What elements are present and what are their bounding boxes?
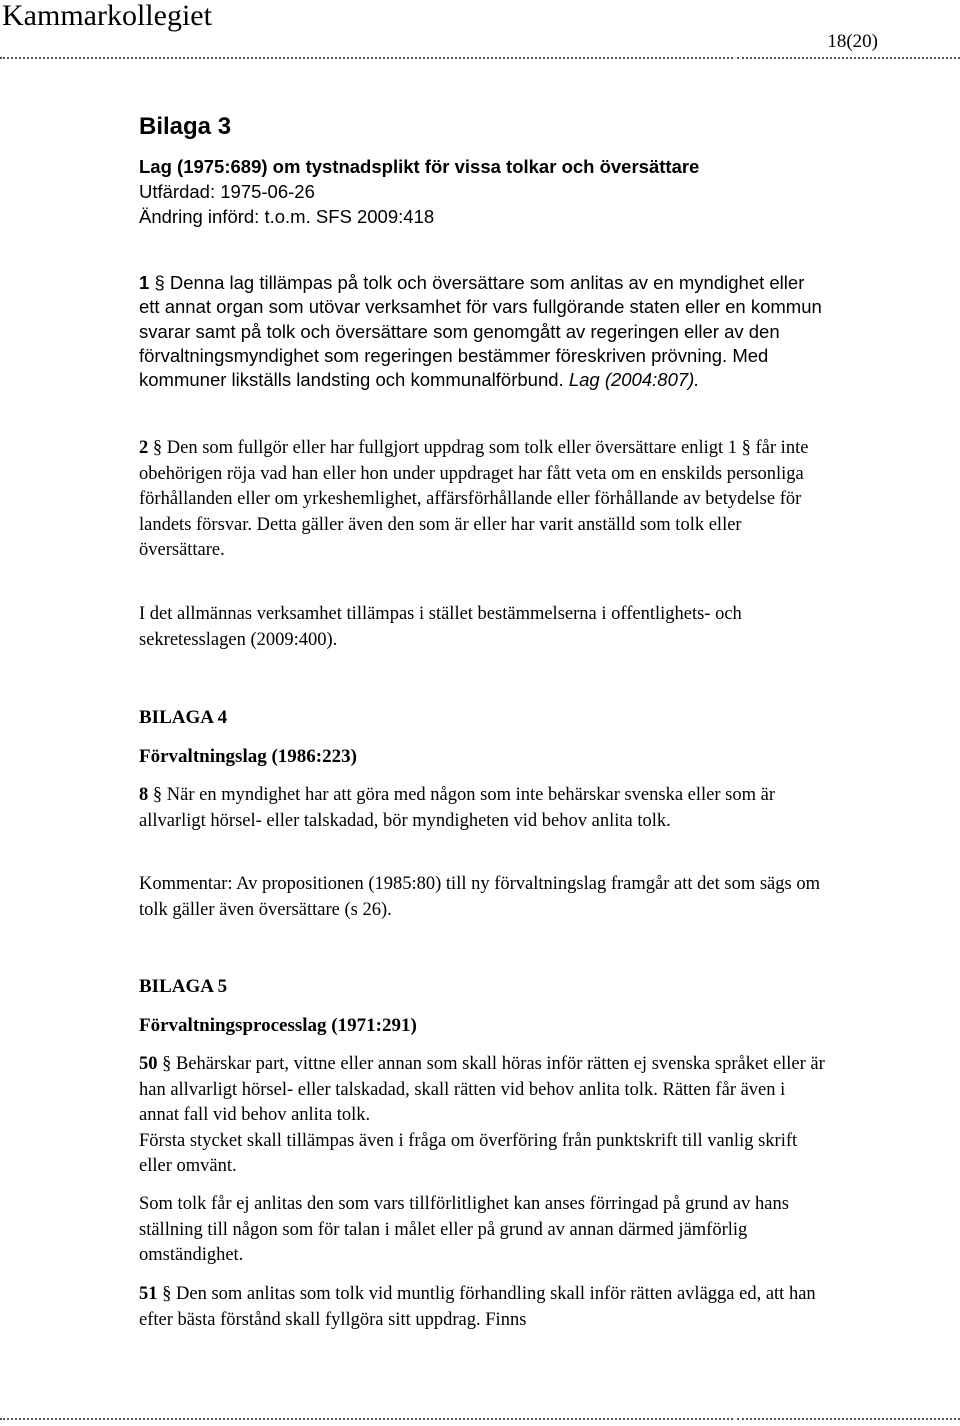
- header-title: Kammarkollegiet: [2, 0, 212, 32]
- section-number: 51: [139, 1284, 158, 1304]
- bilaga4-comment: Kommentar: Av propositionen (1985:80) till ny förvaltningslag framgår att det som sägs om tolk gäller även översättare (s 26).: [139, 874, 820, 920]
- page-number: 18(20): [827, 31, 878, 52]
- section-number: 50: [139, 1054, 158, 1074]
- bilaga4-law-title: Förvaltningslag (1986:223): [139, 746, 357, 767]
- section-text-continued: får inte obehörigen röja vad han eller hon under uppdraget har fått veta om en enskilds personliga förhållanden eller om yrkeshemlighet, affärsförhållande eller förhållande av betydelse för landets försvar. Detta gäller även den som är eller har varit anställd som tolk eller översättare.: [139, 438, 809, 560]
- section-text-continued: Första stycket skall tillämpas även i fråga om överföring från punktskrift till vanlig skrift eller omvänt.: [139, 1130, 798, 1176]
- bilaga3-note: I det allmännas verksamhet tillämpas i stället bestämmelserna i offentlighets- och sekretesslagen (2009:400).: [139, 604, 742, 650]
- bilaga3-amended: Ändring införd: t.o.m. SFS 2009:418: [139, 206, 435, 227]
- section-text: Den som anlitas som tolk vid muntlig förhandling skall inför rätten avlägga ed, att han efter bästa förstånd skall fyllgöra sitt uppdrag. Finns: [139, 1284, 816, 1330]
- section-text: Denna lag tillämpas på tolk och översättare som anlitas av en myndighet eller ett annat organ som utövar verksamhet för vars fullgörande staten eller en kommun svarar samt på tolk och översättare som genomgått av regeringen eller av den förvaltningsmyndighet som regeringen bestämmer föreskriven prövning.: [139, 272, 822, 366]
- section-symbol: §: [162, 1284, 172, 1304]
- section-symbol: §: [152, 785, 163, 805]
- bilaga5-heading: BILAGA 5: [139, 976, 228, 997]
- bilaga4-section-8: [139, 783, 829, 834]
- bilaga5-section-51: [139, 1282, 829, 1333]
- section-text: Behärskar part, vittne eller annan som skall höras inför rätten ej svenska språket eller är han allvarligt hörsel- eller talskadad, skall rätten vid behov anlita tolk. Rätten får även i annat fall vid behov anlita tolk.: [139, 1054, 825, 1125]
- section-symbol: §: [152, 438, 163, 458]
- bilaga4-heading: BILAGA 4: [139, 707, 228, 728]
- footer-divider-right: [737, 1418, 960, 1420]
- section-number: 8: [139, 785, 149, 805]
- bilaga5-law-title: Förvaltningsprocesslag (1971:291): [139, 1015, 417, 1036]
- section-reference: Lag (2004:807).: [568, 369, 700, 391]
- section-text-continued: Med kommuner likställs landsting och kommunalförbund.: [139, 344, 769, 391]
- section-text: När en myndighet har att göra med någon som inte behärskar svenska eller som är allvarligt hörsel- eller talskadad, bör myndigheten vid behov anlita tolk.: [139, 785, 776, 831]
- bilaga5-section-50: [139, 1052, 829, 1180]
- footer-divider: [0, 1418, 733, 1420]
- section-symbol: §: [154, 272, 165, 293]
- bilaga3-issued: Utfärdad: 1975-06-26: [139, 181, 315, 202]
- bilaga3-heading: Bilaga 3: [139, 113, 232, 140]
- section-text: Den som fullgör eller har fullgjort uppdrag som tolk eller översättare enligt 1: [166, 438, 738, 458]
- section-symbol: §: [162, 1054, 172, 1074]
- section-symbol: §: [741, 438, 751, 458]
- header-divider: [0, 57, 733, 59]
- bilaga3-section-2: [139, 436, 829, 564]
- section-number: 2: [139, 438, 149, 458]
- bilaga3-meta: [139, 154, 829, 229]
- section-number: 1: [139, 272, 150, 293]
- bilaga5-section-50-paragraph: Som tolk får ej anlitas den som vars tillförlitlighet kan anses förringad på grund av hans ställning till någon som för talan i målet eller på grund av annan därmed jämförlig omständighet.: [139, 1194, 789, 1265]
- header-divider-right: [737, 57, 960, 59]
- bilaga3-section-1: [139, 271, 829, 392]
- bilaga3-law-title: Lag (1975:689) om tystnadsplikt för vissa tolkar och översättare: [139, 156, 700, 177]
